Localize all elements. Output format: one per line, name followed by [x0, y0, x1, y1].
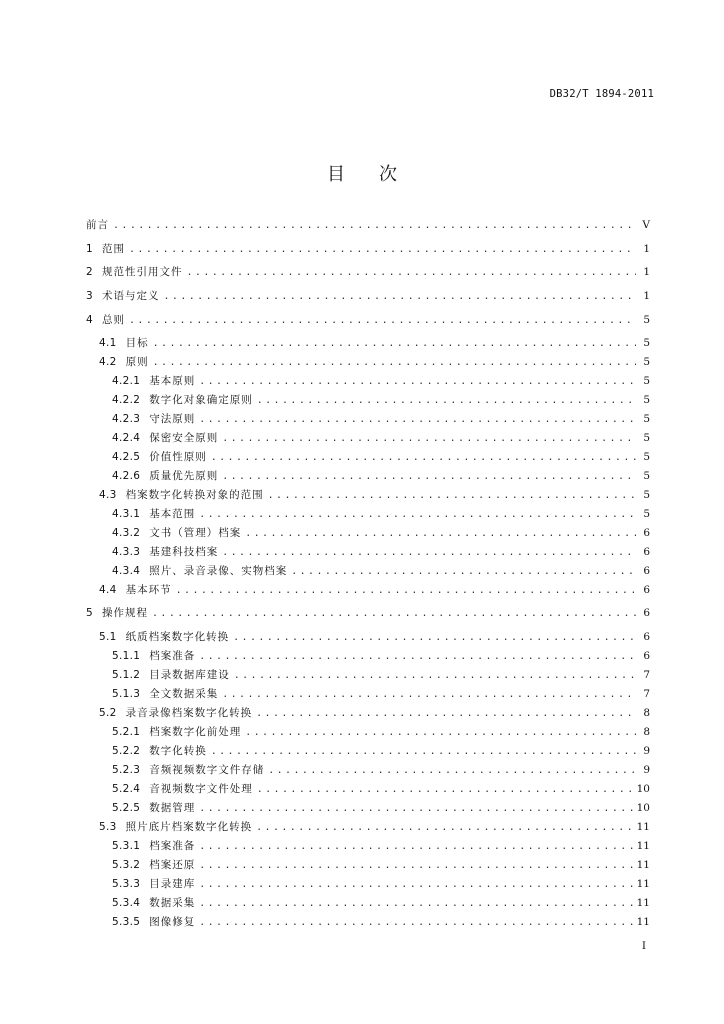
toc-entry[interactable] — [86, 430, 650, 449]
page-number: I — [641, 940, 646, 952]
toc-entry-page: 5 — [643, 508, 650, 521]
toc-entry-number: 5.1.1 — [112, 650, 141, 663]
toc-entry-title: 档案还原 — [149, 859, 196, 872]
toc-entry[interactable] — [86, 857, 650, 876]
toc-entry-title: 纸质档案数字化转换 — [125, 631, 230, 644]
toc-entry[interactable] — [86, 392, 650, 411]
toc-entry-title: 前言 — [86, 219, 109, 231]
table-of-contents — [86, 217, 650, 933]
toc-entry-number: 5.2.4 — [112, 783, 141, 796]
toc-entry-page: 8 — [643, 707, 650, 720]
toc-entry-label — [112, 762, 264, 777]
toc-entry-page: 6 — [643, 584, 650, 597]
toc-entry-label — [86, 288, 159, 303]
toc-entry-number: 5.2.2 — [112, 745, 141, 758]
toc-entry-page: 1 — [643, 266, 650, 279]
toc-entry[interactable] — [86, 705, 650, 724]
toc-entry[interactable] — [86, 781, 650, 800]
toc-entry-label — [112, 411, 195, 426]
toc-entry-page: 5 — [643, 413, 650, 426]
toc-entry-title: 图像修复 — [149, 916, 196, 929]
toc-entry-number: 5.2.5 — [112, 802, 141, 815]
toc-entry-page: 11 — [636, 916, 650, 929]
toc-entry-label — [86, 312, 125, 327]
toc-entry-number: 4.2.5 — [112, 451, 141, 464]
toc-entry[interactable] — [86, 605, 650, 629]
toc-entry[interactable] — [86, 914, 650, 933]
toc-entry-number: 4.2.1 — [112, 375, 141, 388]
dot-leader — [199, 509, 636, 520]
toc-entry-label — [112, 781, 253, 796]
toc-entry-page: 10 — [636, 783, 650, 796]
toc-entry-label — [99, 354, 149, 369]
toc-entry-number: 5 — [86, 607, 93, 620]
toc-entry-number: 5.3.5 — [112, 916, 141, 929]
toc-entry-page: 6 — [643, 546, 650, 559]
toc-entry-label — [99, 705, 252, 720]
toc-entry-number: 4.2.3 — [112, 413, 141, 426]
toc-entry[interactable] — [86, 819, 650, 838]
toc-entry-label — [86, 605, 148, 620]
dot-leader — [153, 357, 636, 368]
toc-entry-number: 4.3.2 — [112, 527, 141, 540]
toc-entry[interactable] — [86, 582, 650, 601]
toc-entry-number: 5.3.2 — [112, 859, 141, 872]
dot-leader — [256, 708, 636, 719]
dot-leader — [268, 490, 636, 501]
toc-entry-title: 总则 — [101, 313, 125, 326]
toc-entry[interactable] — [86, 762, 650, 781]
toc-entry-title: 基建科技档案 — [149, 546, 219, 559]
toc-entry-page: 6 — [643, 650, 650, 663]
toc-entry-number: 4.2.2 — [112, 394, 141, 407]
toc-entry[interactable] — [86, 838, 650, 857]
dot-leader — [245, 528, 636, 539]
toc-entry[interactable] — [86, 335, 650, 354]
toc-entry[interactable] — [86, 743, 650, 762]
toc-entry-page: 9 — [643, 745, 650, 758]
toc-entry[interactable] — [86, 563, 650, 582]
toc-entry[interactable] — [86, 217, 650, 241]
toc-entry-label — [112, 667, 230, 682]
toc-entry[interactable] — [86, 241, 650, 265]
toc-entry-title: 音视频数字文件处理 — [149, 783, 253, 796]
toc-entry-number: 4.2.4 — [112, 432, 141, 445]
toc-entry-number: 5.2.3 — [112, 764, 141, 777]
toc-entry-title: 档案准备 — [149, 650, 196, 663]
toc-entry-page: 5 — [643, 489, 650, 502]
toc-entry-number: 4.2.6 — [112, 470, 141, 483]
toc-entry-page: 6 — [643, 607, 650, 620]
dot-leader — [199, 898, 632, 909]
toc-entry-title: 音频视频数字文件存储 — [149, 764, 265, 777]
toc-entry[interactable] — [86, 724, 650, 743]
dot-leader — [256, 822, 633, 833]
toc-entry[interactable] — [86, 411, 650, 430]
toc-entry-label — [99, 819, 252, 834]
toc-entry-title: 数字化对象确定原则 — [149, 394, 253, 407]
toc-entry-label — [99, 335, 149, 350]
dot-leader — [257, 784, 633, 795]
toc-entry-label — [99, 582, 172, 597]
toc-entry-page: 11 — [636, 878, 650, 891]
toc-entry-number: 5.3.3 — [112, 878, 141, 891]
dot-leader — [163, 291, 636, 302]
toc-entry-page: V — [642, 219, 650, 231]
toc-entry-title: 录音录像档案数字化转换 — [125, 707, 253, 720]
toc-entry-label — [112, 686, 218, 701]
toc-entry-title: 档案数字化前处理 — [149, 726, 242, 739]
toc-entry-number: 4.3 — [99, 489, 117, 502]
dot-leader — [211, 452, 636, 463]
toc-entry-title: 档案数字化转换对象的范围 — [125, 489, 264, 502]
toc-entry[interactable] — [86, 544, 650, 563]
dot-leader — [199, 803, 632, 814]
toc-entry-label — [99, 629, 229, 644]
toc-entry-title: 质量优先原则 — [149, 470, 219, 483]
toc-entry-label — [112, 743, 207, 758]
toc-entry[interactable] — [86, 373, 650, 392]
toc-entry-number: 5.2.1 — [112, 726, 141, 739]
dot-leader — [186, 267, 636, 278]
toc-entry[interactable] — [86, 895, 650, 914]
toc-entry-page: 11 — [636, 859, 650, 872]
toc-entry-label — [112, 430, 218, 445]
toc-entry-page: 10 — [636, 802, 650, 815]
toc-entry[interactable] — [86, 800, 650, 819]
dot-leader — [199, 917, 632, 928]
toc-entry-number: 5.1.3 — [112, 688, 141, 701]
toc-entry-page: 1 — [643, 242, 650, 255]
toc-entry-title: 规范性引用文件 — [101, 266, 183, 279]
dot-leader — [199, 860, 632, 871]
dot-leader — [222, 689, 636, 700]
toc-entry-number: 4.3.1 — [112, 508, 141, 521]
toc-entry-label — [112, 724, 241, 739]
toc-entry-label — [112, 506, 195, 521]
toc-entry[interactable] — [86, 487, 650, 506]
toc-entry[interactable] — [86, 876, 650, 895]
toc-entry-number: 4.2 — [99, 356, 117, 369]
dot-leader — [291, 566, 636, 577]
dot-leader — [129, 315, 636, 326]
toc-entry-label — [86, 217, 109, 232]
toc-entry-title: 文书（管理）档案 — [149, 527, 242, 540]
toc-entry-page: 6 — [643, 527, 650, 540]
toc-entry-title: 目标 — [125, 337, 149, 350]
toc-entry-title: 数据管理 — [149, 802, 196, 815]
toc-entry-page: 11 — [636, 897, 650, 910]
toc-entry-page: 5 — [643, 375, 650, 388]
toc-entry-number: 5.2 — [99, 707, 117, 720]
toc-entry-label — [112, 563, 287, 578]
toc-entry-page: 7 — [643, 688, 650, 701]
toc-entry-number: 4.3.4 — [112, 565, 141, 578]
toc-entry-label — [112, 648, 195, 663]
dot-leader — [153, 338, 636, 349]
toc-entry-title: 守法原则 — [149, 413, 196, 426]
toc-entry-number: 4 — [86, 313, 93, 326]
toc-entry-number: 4.1 — [99, 337, 117, 350]
toc-entry-number: 2 — [86, 266, 93, 279]
toc-entry[interactable] — [86, 264, 650, 288]
dot-leader — [257, 395, 636, 406]
toc-entry-label — [99, 487, 264, 502]
toc-entry-title: 基本环节 — [125, 584, 172, 597]
toc-entry-number: 4.3.3 — [112, 546, 141, 559]
toc-entry-page: 8 — [643, 726, 650, 739]
toc-entry-title: 目录数据库建设 — [149, 669, 230, 682]
toc-entry-number: 5.1.2 — [112, 669, 141, 682]
toc-entry[interactable] — [86, 468, 650, 487]
dot-leader — [199, 376, 636, 387]
toc-entry-label — [112, 876, 195, 891]
dot-leader — [268, 765, 636, 776]
toc-entry-label — [112, 895, 195, 910]
toc-entry-label — [112, 914, 195, 929]
toc-entry-page: 7 — [643, 669, 650, 682]
toc-entry-title: 照片底片档案数字化转换 — [125, 821, 253, 834]
toc-entry-page: 5 — [643, 451, 650, 464]
toc-entry-title: 档案准备 — [149, 840, 196, 853]
dot-leader — [245, 727, 636, 738]
toc-entry-label — [112, 857, 195, 872]
toc-entry-title: 数字化转换 — [149, 745, 207, 758]
toc-entry-title: 操作规程 — [101, 607, 148, 620]
toc-entry-page: 5 — [643, 432, 650, 445]
toc-entry-number: 5.3.4 — [112, 897, 141, 910]
dot-leader — [199, 841, 632, 852]
toc-entry-title: 原则 — [125, 356, 149, 369]
toc-entry-label — [112, 392, 253, 407]
toc-entry-label — [112, 800, 195, 815]
toc-entry-page: 6 — [643, 631, 650, 644]
toc-entry-title: 数据采集 — [149, 897, 196, 910]
toc-entry-number: 1 — [86, 242, 93, 255]
toc-entry[interactable] — [86, 354, 650, 373]
toc-entry-label — [86, 241, 125, 256]
toc-entry[interactable] — [86, 686, 650, 705]
toc-entry-label — [86, 264, 182, 279]
toc-entry[interactable] — [86, 506, 650, 525]
dot-leader — [199, 879, 632, 890]
toc-entry[interactable] — [86, 288, 650, 312]
toc-entry-label — [112, 544, 218, 559]
toc-entry-page: 1 — [643, 290, 650, 303]
page-title: 目次 — [327, 164, 431, 185]
dot-leader — [234, 670, 636, 681]
document-code: DB32/T 1894-2011 — [549, 88, 654, 100]
toc-entry-title: 术语与定义 — [101, 290, 160, 303]
toc-entry-title: 价值性原则 — [149, 451, 207, 464]
toc-entry[interactable] — [86, 667, 650, 686]
toc-entry-page: 6 — [643, 565, 650, 578]
toc-entry-number: 5.3 — [99, 821, 117, 834]
toc-entry-title: 保密安全原则 — [149, 432, 219, 445]
toc-entry-title: 基本范围 — [149, 508, 196, 521]
dot-leader — [176, 585, 636, 596]
toc-entry-page: 5 — [643, 337, 650, 350]
toc-entry-number: 5.1 — [99, 631, 117, 644]
toc-entry-label — [112, 468, 218, 483]
toc-entry-page: 11 — [636, 821, 650, 834]
toc-entry-label — [112, 449, 207, 464]
toc-entry-page: 11 — [636, 840, 650, 853]
dot-leader — [113, 220, 636, 231]
toc-entry[interactable] — [86, 648, 650, 667]
toc-entry[interactable] — [86, 312, 650, 336]
toc-entry-page: 9 — [643, 764, 650, 777]
toc-entry-number: 4.4 — [99, 584, 117, 597]
toc-entry-title: 基本原则 — [149, 375, 196, 388]
toc-entry-page: 5 — [643, 313, 650, 326]
dot-leader — [222, 471, 636, 482]
toc-entry-label — [112, 838, 195, 853]
toc-entry-page: 5 — [643, 470, 650, 483]
dot-leader — [199, 651, 636, 662]
toc-entry-number: 5.3.1 — [112, 840, 141, 853]
toc-entry-title: 范围 — [101, 242, 125, 255]
dot-leader — [129, 244, 636, 255]
toc-entry[interactable] — [86, 449, 650, 468]
toc-entry-label — [112, 525, 241, 540]
toc-entry-page: 5 — [643, 356, 650, 369]
toc-entry-page: 5 — [643, 394, 650, 407]
dot-leader — [222, 433, 636, 444]
toc-entry[interactable] — [86, 525, 650, 544]
toc-entry[interactable] — [86, 629, 650, 648]
dot-leader — [152, 608, 636, 619]
toc-entry-title: 照片、录音录像、实物档案 — [149, 565, 288, 578]
toc-entry-title: 目录建库 — [149, 878, 196, 891]
dot-leader — [211, 746, 636, 757]
dot-leader — [222, 547, 636, 558]
toc-entry-label — [112, 373, 195, 388]
toc-entry-title: 全文数据采集 — [149, 688, 219, 701]
dot-leader — [199, 414, 636, 425]
dot-leader — [233, 632, 636, 643]
toc-entry-number: 3 — [86, 290, 93, 303]
